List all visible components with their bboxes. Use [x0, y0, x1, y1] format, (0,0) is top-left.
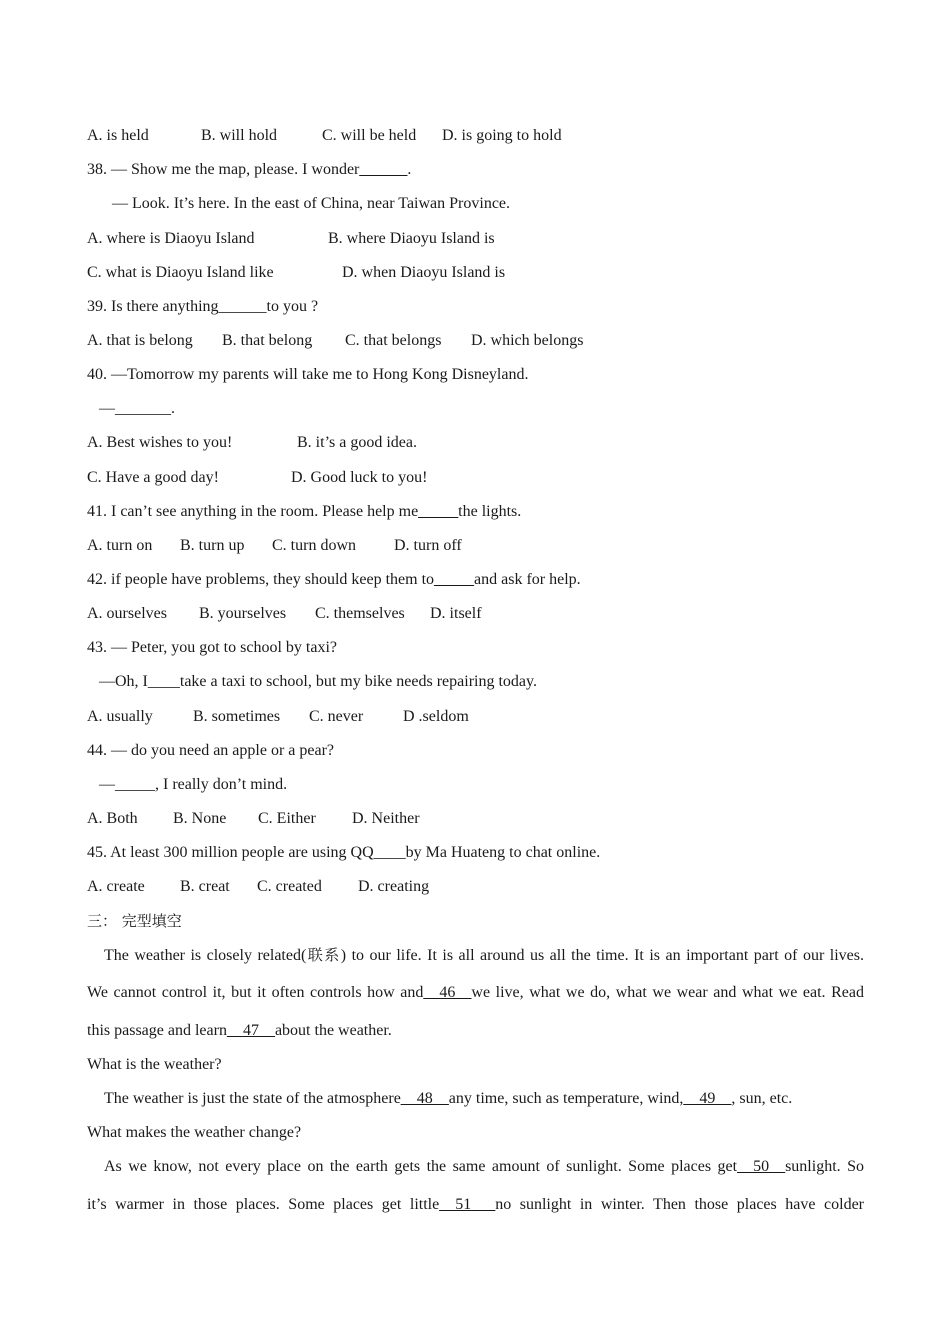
q43-option-b: B. sometimes [193, 708, 281, 725]
q37-option-d: D. is going to hold [442, 127, 562, 144]
q38-stem-end: . [407, 161, 412, 178]
q44-option-b: B. None [173, 810, 227, 827]
cloze-p2 [104, 1089, 792, 1109]
q37-options [87, 126, 887, 146]
q40-stem: 40. —Tomorrow my parents will take me to Hong Kong Disneyland. [87, 366, 529, 383]
q41-option-b: B. turn up [180, 537, 245, 554]
blank-50: __50__ [737, 1158, 786, 1175]
q45-option-b: B. creat [180, 878, 230, 895]
q42-option-c: C. themselves [315, 605, 405, 622]
blank-48: __48__ [400, 1090, 449, 1107]
q45-option-a: A. create [87, 878, 145, 895]
q40-option-d: D. Good luck to you! [291, 469, 428, 486]
q38-option-b: B. where Diaoyu Island is [328, 230, 495, 247]
q44-option-d: D. Neither [352, 810, 420, 827]
q37-option-b: B. will hold [201, 127, 278, 144]
q44-reply: —_____, I really don’t mind. [99, 776, 288, 793]
blank-51: __51___ [439, 1196, 496, 1213]
q42-options [87, 604, 887, 624]
blank-49: __49__ [683, 1090, 732, 1107]
q38-option-a: A. where is Diaoyu Island [87, 230, 255, 247]
q40-option-a: A. Best wishes to you! [87, 434, 233, 451]
cloze-p3-line1-a: As we know, not every place on the earth gets the same amount of sunlight. Some places get [104, 1158, 738, 1175]
q45-option-c: C. created [257, 878, 322, 895]
subheading-what-is-weather: What is the weather? [87, 1056, 222, 1073]
q40-option-c: C. Have a good day! [87, 469, 219, 486]
q45-options [87, 877, 887, 897]
blank-46: __46__ [423, 984, 472, 1001]
q37-option-c: C. will be held [322, 127, 417, 144]
q42-stem-text: 42. if people have problems, they should keep them to [87, 571, 435, 588]
section3-heading: 三： 完型填空 [87, 912, 182, 930]
cloze-p1-line1-b: ) to our life. It is all around us all the time. It is an important part of our lives. [340, 947, 864, 964]
q43-option-a: A. usually [87, 708, 153, 725]
cloze-p1-line1-a: The weather is closely related( [104, 947, 307, 964]
q43-option-d: D .seldom [403, 708, 469, 725]
q45-stem: 45. At least 300 million people are using QQ____by Ma Huateng to chat online. [87, 844, 601, 861]
cloze-p1-line2 [87, 983, 864, 1003]
q41-stem-text: 41. I can’t see anything in the room. Please help me [87, 503, 419, 520]
q41-option-c: C. turn down [272, 537, 356, 554]
q42-option-a: A. ourselves [87, 605, 167, 622]
q43-reply: —Oh, I____take a taxi to school, but my bike needs repairing today. [99, 673, 537, 690]
q39-option-a: A. that is belong [87, 332, 193, 349]
q40-option-b: B. it’s a good idea. [297, 434, 417, 451]
cloze-p2-b: any time, such as temperature, wind, [448, 1090, 684, 1107]
q41-stem-end: the lights. [458, 503, 522, 520]
q41-option-a: A. turn on [87, 537, 153, 554]
q42-stem-end: and ask for help. [474, 571, 581, 588]
q43-option-c: C. never [309, 708, 364, 725]
cloze-p1-line3-b: about the weather. [274, 1022, 392, 1039]
cloze-p3-line1-b: sunlight. So [785, 1158, 864, 1175]
q42-option-d: D. itself [430, 605, 482, 622]
q44-stem: 44. — do you need an apple or a pear? [87, 742, 335, 759]
q44-option-c: C. Either [258, 810, 316, 827]
q39-option-d: D. which belongs [471, 332, 584, 349]
cloze-p1-line2-b: we live, what we do, what we wear and what we eat. Read [471, 984, 864, 1001]
q39-options [87, 331, 887, 351]
q38-stem [87, 160, 411, 180]
q45-option-d: D. creating [358, 878, 430, 895]
blank-47: __47__ [226, 1022, 275, 1039]
q42-stem [87, 570, 581, 590]
q39-stem: 39. Is there anything______to you ? [87, 298, 319, 315]
q41-option-d: D. turn off [394, 537, 462, 554]
cloze-p1-line3-a: this passage and learn [87, 1022, 227, 1039]
cloze-p1-line1 [104, 945, 864, 965]
q38-stem-text: 38. — Show me the map, please. I wonder [87, 161, 360, 178]
cloze-p3-line2-b: no sunlight in winter. Then those places have colder [495, 1196, 864, 1213]
q37-option-a: A. is held [87, 127, 149, 144]
q38-reply: — Look. It’s here. In the east of China, near Taiwan Province. [112, 195, 511, 212]
q38-blank: ______ [359, 161, 408, 178]
cloze-p1-line2-a: We cannot control it, but it often controls how and [87, 984, 424, 1001]
q39-option-b: B. that belong [222, 332, 313, 349]
q38-options-ab [87, 229, 887, 249]
cloze-p1-cjk: 联系 [306, 946, 341, 964]
cloze-p3-line2-a: it’s warmer in those places. Some places get little [87, 1196, 440, 1213]
q38-option-d: D. when Diaoyu Island is [342, 264, 506, 281]
q40-reply: —_______. [99, 400, 175, 417]
cloze-p3-line1 [104, 1157, 864, 1177]
q44-option-a: A. Both [87, 810, 138, 827]
q39-option-c: C. that belongs [345, 332, 442, 349]
q41-stem [87, 502, 521, 522]
q38-option-c: C. what is Diaoyu Island like [87, 264, 274, 281]
q43-stem: 43. — Peter, you got to school by taxi? [87, 639, 337, 656]
q44-options [87, 809, 887, 829]
q38-options-cd [87, 263, 887, 283]
cloze-p2-c: , sun, etc. [731, 1090, 793, 1107]
q40-options-cd [87, 468, 887, 488]
cloze-p2-a: The weather is just the state of the atmosphere [104, 1090, 401, 1107]
q41-options [87, 536, 887, 556]
q40-options-ab [87, 433, 887, 453]
subheading-weather-change: What makes the weather change? [87, 1124, 302, 1141]
q42-blank: _____ [434, 571, 475, 588]
cloze-p1-line3 [87, 1021, 392, 1041]
q43-options [87, 707, 887, 727]
q42-option-b: B. yourselves [199, 605, 287, 622]
cloze-p3-line2 [87, 1195, 864, 1215]
q41-blank: _____ [418, 503, 459, 520]
